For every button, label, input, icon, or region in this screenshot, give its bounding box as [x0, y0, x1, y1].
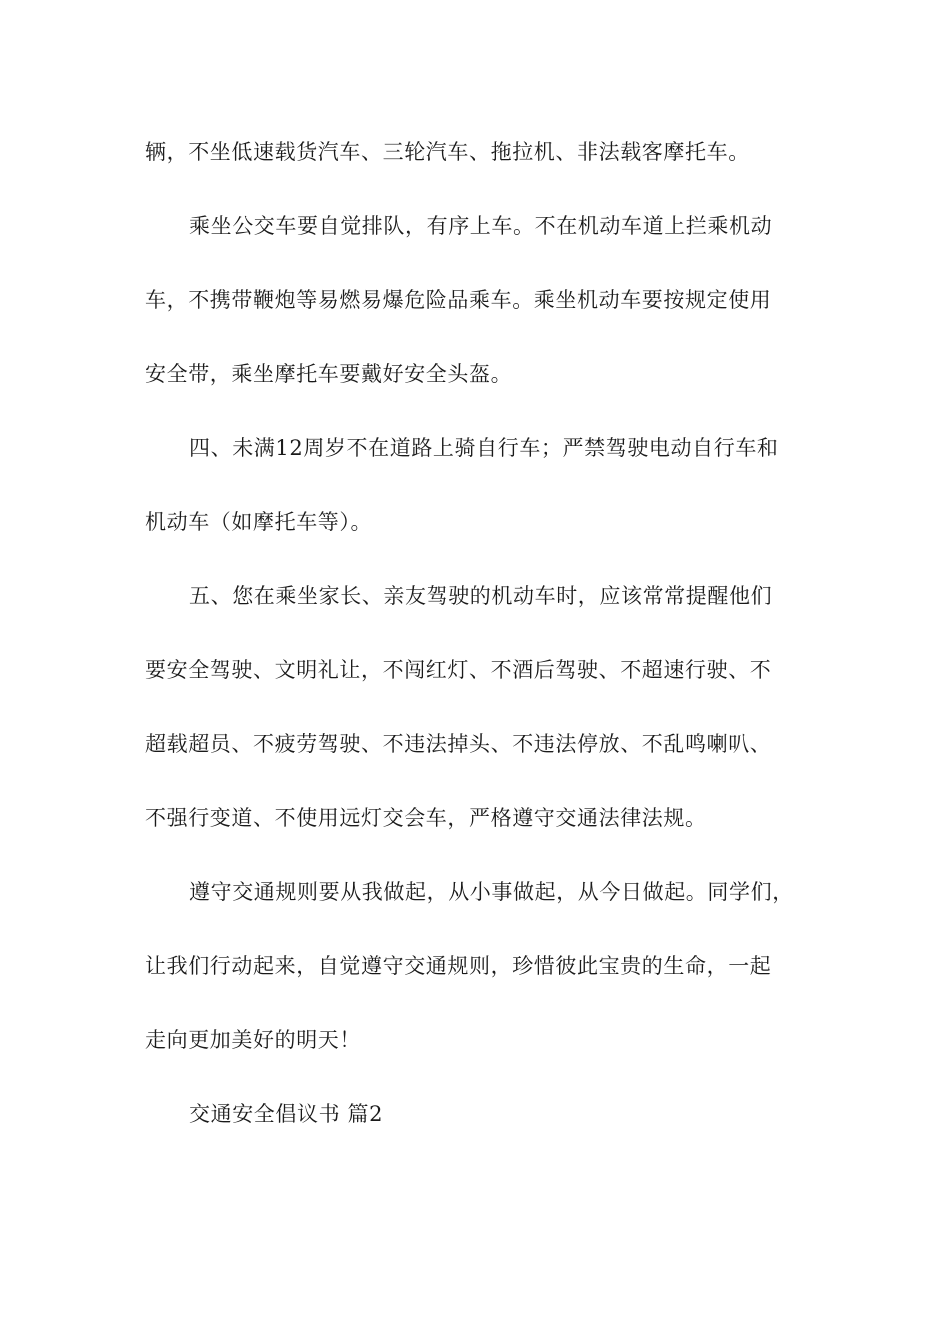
text-line-2: 乘坐公交车要自觉排队，有序上车。不在机动车道上拦乘机动	[189, 214, 773, 238]
text-line-12: 让我们行动起来，自觉遵守交通规则，珍惜彼此宝贵的生命，一起	[145, 954, 772, 978]
text-line-13: 走向更加美好的明天！	[145, 1028, 361, 1052]
text-line-11: 遵守交通规则要从我做起，从小事做起，从今日做起。同学们，	[189, 880, 794, 904]
section-heading: 交通安全倡议书 篇2	[189, 1102, 384, 1126]
text-line-5: 四、未满12周岁不在道路上骑自行车；严禁驾驶电动自行车和	[189, 436, 779, 460]
text-line-4: 安全带，乘坐摩托车要戴好安全头盔。	[145, 362, 513, 386]
text-line-1: 辆，不坐低速载货汽车、三轮汽车、拖拉机、非法载客摩托车。	[145, 140, 750, 164]
text-line-8: 要安全驾驶、文明礼让，不闯红灯、不酒后驾驶、不超速行驶、不	[145, 658, 772, 682]
text-line-10: 不强行变道、不使用远灯交会车，严格遵守交通法律法规。	[145, 806, 707, 830]
text-line-9: 超载超员、不疲劳驾驶、不违法掉头、不违法停放、不乱鸣喇叭、	[145, 732, 772, 756]
document-body	[145, 128, 810, 1164]
text-line-6: 机动车（如摩托车等）。	[145, 510, 373, 534]
text-line-3: 车，不携带鞭炮等易燃易爆危险品乘车。乘坐机动车要按规定使用	[145, 288, 772, 312]
text-line-7: 五、您在乘坐家长、亲友驾驶的机动车时，应该常常提醒他们	[189, 584, 773, 608]
